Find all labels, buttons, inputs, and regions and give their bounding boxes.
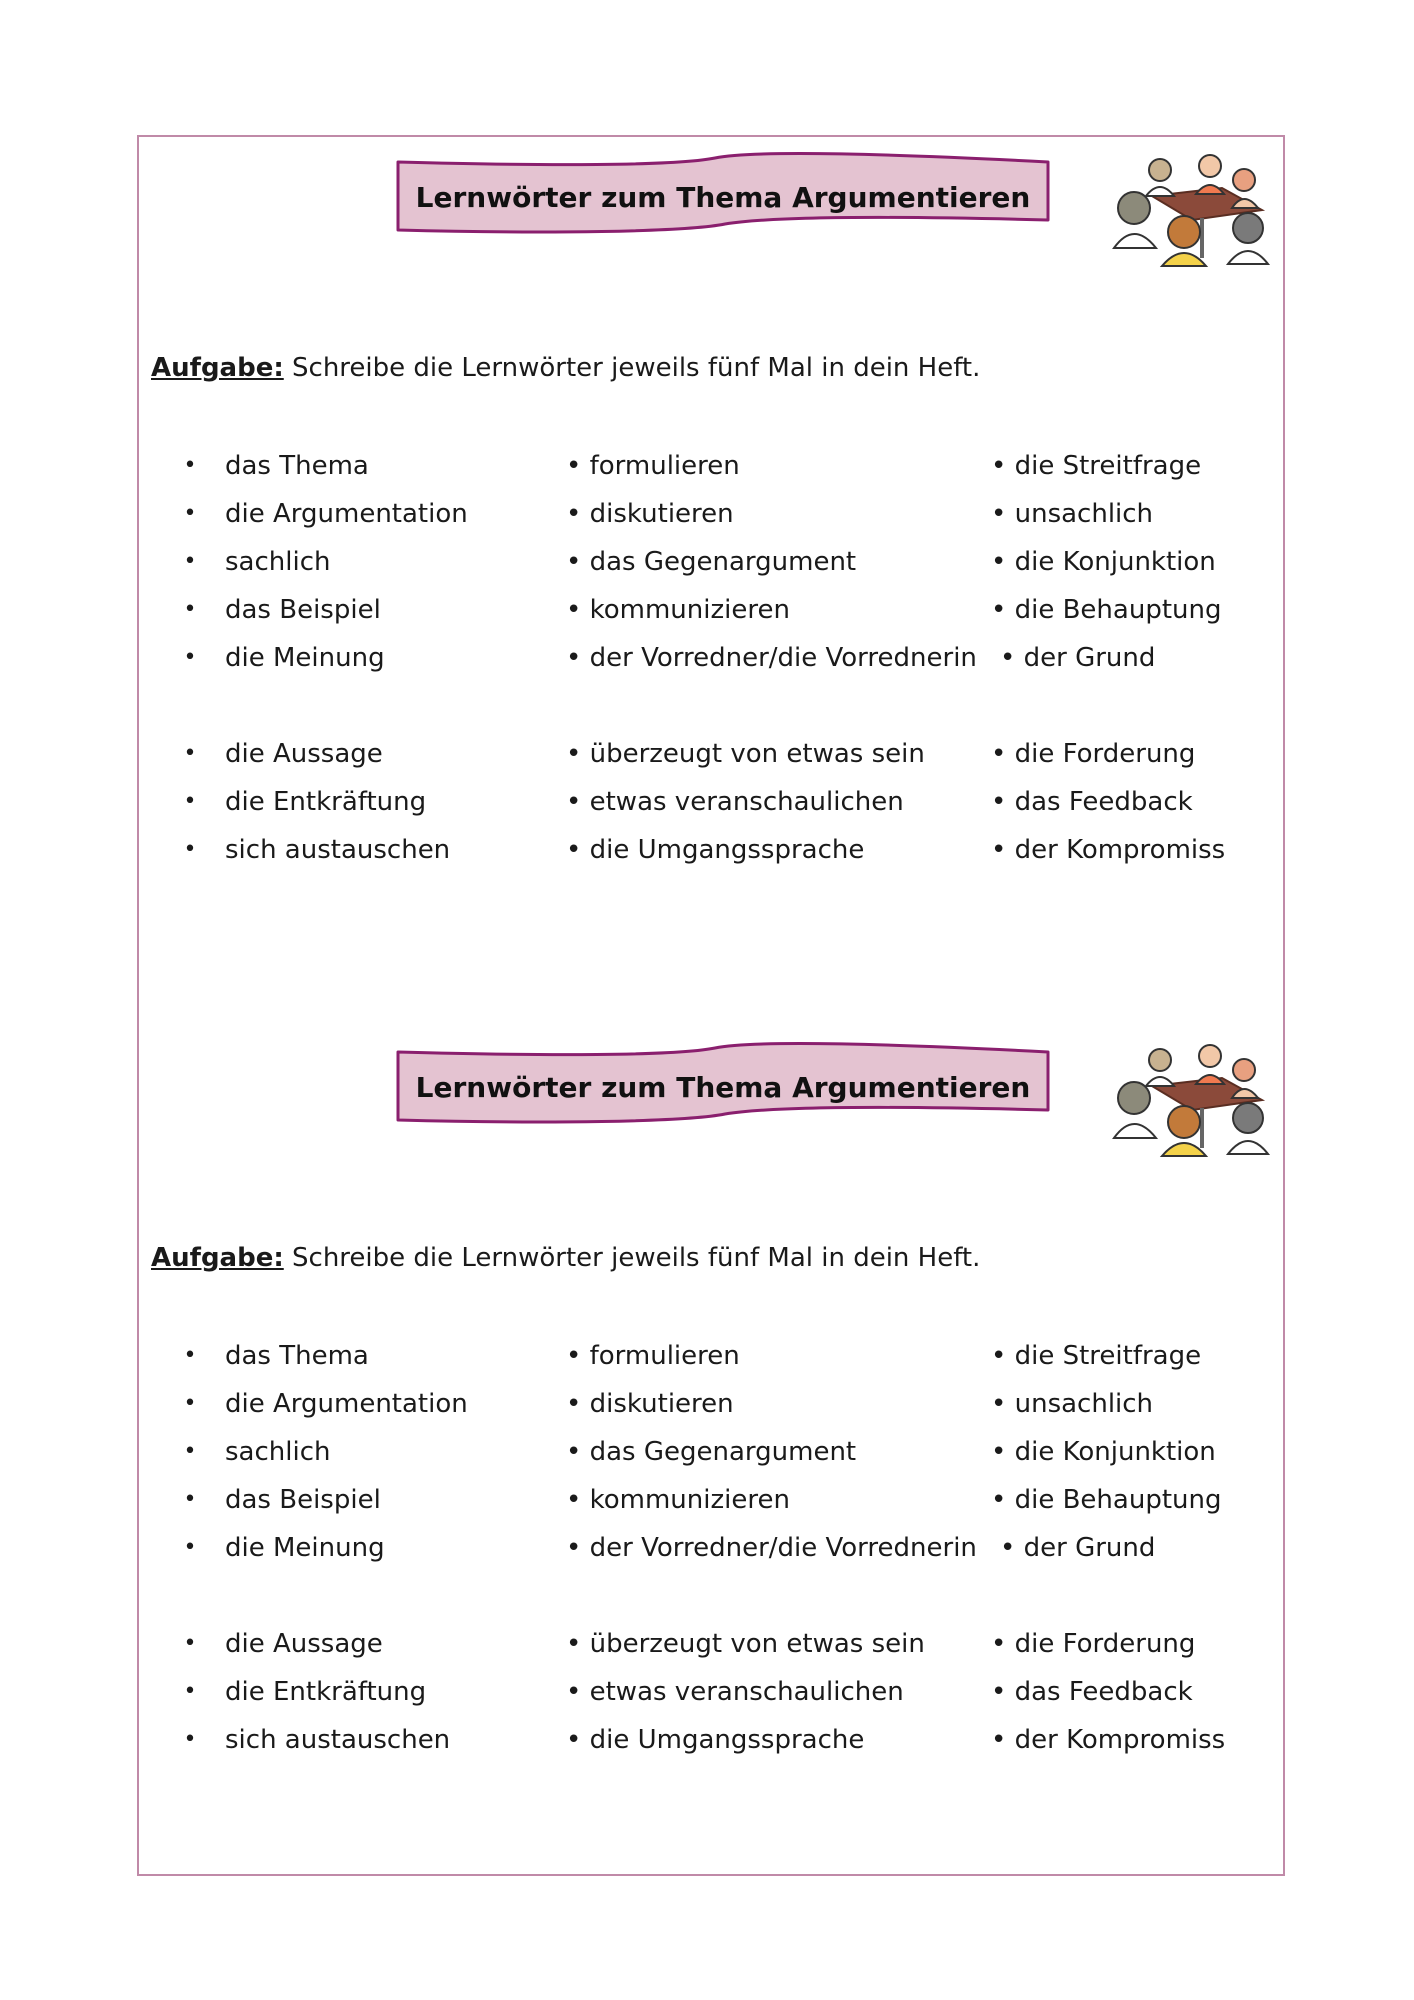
bullet: •: [566, 595, 582, 625]
word: die Behauptung: [1014, 595, 1222, 625]
list-item: [566, 1476, 790, 1524]
list-item: [991, 730, 1195, 778]
word: sich austauschen: [225, 1725, 451, 1755]
title-banner: [395, 152, 1051, 242]
word: der Vorredner/die Vorrednerin: [589, 1533, 977, 1563]
bullet: •: [991, 1629, 1007, 1659]
bullet: •: [991, 739, 1007, 769]
word: die Streitfrage: [1014, 1341, 1202, 1371]
task-text: Schreibe die Lernwörter jeweils fünf Mal in dein Heft.: [283, 1243, 981, 1273]
bullet: •: [183, 597, 197, 622]
word: die Argumentation: [225, 1389, 468, 1419]
word: die Umgangssprache: [589, 835, 865, 865]
bullet: •: [566, 643, 582, 673]
list-item: [991, 1716, 1225, 1764]
task-instruction: [151, 353, 980, 383]
discussion-group-icon: [1112, 148, 1272, 268]
bullet: •: [566, 1629, 582, 1659]
word: die Konjunktion: [1014, 1437, 1216, 1467]
bullet: •: [1000, 1533, 1016, 1563]
bullet: •: [566, 835, 582, 865]
list-item: [991, 1668, 1193, 1716]
bullet: •: [566, 1533, 582, 1563]
bullet: •: [991, 499, 1007, 529]
list-item: [991, 1380, 1153, 1428]
bullet: •: [566, 1341, 582, 1371]
list-item: [991, 1620, 1195, 1668]
word: der Grund: [1023, 1533, 1156, 1563]
bullet: •: [991, 547, 1007, 577]
list-item: [991, 490, 1153, 538]
list-item: [566, 442, 740, 490]
list-item: [991, 1332, 1201, 1380]
bullet: •: [566, 451, 582, 481]
word: etwas veranschaulichen: [589, 787, 904, 817]
word: sich austauschen: [225, 835, 451, 865]
word: die Forderung: [1014, 739, 1196, 769]
bullet: •: [183, 1487, 197, 1512]
bullet: •: [991, 787, 1007, 817]
list-item: [991, 778, 1193, 826]
word: die Argumentation: [225, 499, 468, 529]
word: das Feedback: [1014, 787, 1193, 817]
bullet: •: [991, 1437, 1007, 1467]
list-item: [566, 730, 925, 778]
bullet: •: [991, 595, 1007, 625]
bullet: •: [566, 787, 582, 817]
bullet: •: [566, 499, 582, 529]
task-text: Schreibe die Lernwörter jeweils fünf Mal in dein Heft.: [283, 353, 981, 383]
bullet: •: [566, 547, 582, 577]
list-item: [566, 778, 904, 826]
bullet: •: [991, 1341, 1007, 1371]
word: das Beispiel: [225, 1485, 381, 1515]
word: die Meinung: [225, 1533, 385, 1563]
list-item: [566, 1524, 977, 1572]
word: die Aussage: [225, 1629, 383, 1659]
list-item: [991, 538, 1216, 586]
list-item: [566, 634, 977, 682]
task-instruction: [151, 1243, 980, 1273]
list-item: [566, 1716, 864, 1764]
bullet: •: [183, 1631, 197, 1656]
list-item: [566, 1428, 856, 1476]
list-item: [1000, 634, 1155, 682]
discussion-group-icon: [1112, 1038, 1272, 1158]
list-item: [566, 1668, 904, 1716]
word: das Feedback: [1014, 1677, 1193, 1707]
word: die Umgangssprache: [589, 1725, 865, 1755]
word: die Aussage: [225, 739, 383, 769]
bullet: •: [183, 1439, 197, 1464]
list-item: [991, 586, 1221, 634]
bullet: •: [566, 739, 582, 769]
word: der Kompromiss: [1014, 835, 1226, 865]
list-item: [566, 586, 790, 634]
bullet: •: [183, 1679, 197, 1704]
word: formulieren: [589, 1341, 740, 1371]
task-label: Aufgabe:: [151, 353, 284, 383]
word: sachlich: [225, 547, 331, 577]
word: das Thema: [225, 451, 369, 481]
word: die Entkräftung: [225, 1677, 427, 1707]
word: die Meinung: [225, 643, 385, 673]
list-item: [991, 1476, 1221, 1524]
bullet: •: [1000, 643, 1016, 673]
bullet: •: [566, 1389, 582, 1419]
word: die Konjunktion: [1014, 547, 1216, 577]
title-banner: [395, 1042, 1051, 1132]
word: unsachlich: [1014, 499, 1154, 529]
bullet: •: [566, 1485, 582, 1515]
bullet: •: [183, 645, 197, 670]
bullet: •: [991, 1389, 1007, 1419]
list-item: [566, 490, 734, 538]
bullet: •: [183, 453, 197, 478]
bullet: •: [566, 1725, 582, 1755]
sheet-title: Lernwörter zum Thema Argumentieren: [415, 180, 1031, 214]
bullet: •: [991, 835, 1007, 865]
word: diskutieren: [589, 499, 734, 529]
bullet: •: [183, 1343, 197, 1368]
word: kommunizieren: [589, 1485, 790, 1515]
word: kommunizieren: [589, 595, 790, 625]
bullet: •: [566, 1677, 582, 1707]
word: überzeugt von etwas sein: [589, 739, 925, 769]
word: sachlich: [225, 1437, 331, 1467]
bullet: •: [183, 1391, 197, 1416]
word: etwas veranschaulichen: [589, 1677, 904, 1707]
list-item: [566, 1620, 925, 1668]
word: das Thema: [225, 1341, 369, 1371]
bullet: •: [566, 1437, 582, 1467]
word-list-section: [0, 890, 1414, 1755]
bullet: •: [991, 1485, 1007, 1515]
list-item: [991, 826, 1225, 874]
word: diskutieren: [589, 1389, 734, 1419]
word: die Behauptung: [1014, 1485, 1222, 1515]
word: das Beispiel: [225, 595, 381, 625]
bullet: •: [183, 501, 197, 526]
task-label: Aufgabe:: [151, 1243, 284, 1273]
word: der Vorredner/die Vorrednerin: [589, 643, 977, 673]
list-item: [991, 442, 1201, 490]
word: die Forderung: [1014, 1629, 1196, 1659]
word: der Kompromiss: [1014, 1725, 1226, 1755]
bullet: •: [183, 741, 197, 766]
bullet: •: [183, 1727, 197, 1752]
list-item: [566, 1380, 734, 1428]
bullet: •: [183, 837, 197, 862]
list-item: [1000, 1524, 1155, 1572]
word: die Entkräftung: [225, 787, 427, 817]
bullet: •: [183, 549, 197, 574]
word: das Gegenargument: [589, 547, 857, 577]
sheet-title: Lernwörter zum Thema Argumentieren: [415, 1070, 1031, 1104]
word: überzeugt von etwas sein: [589, 1629, 925, 1659]
list-item: [566, 538, 856, 586]
bullet: •: [183, 789, 197, 814]
word: der Grund: [1023, 643, 1156, 673]
word: das Gegenargument: [589, 1437, 857, 1467]
word: formulieren: [589, 451, 740, 481]
word: unsachlich: [1014, 1389, 1154, 1419]
word: die Streitfrage: [1014, 451, 1202, 481]
bullet: •: [183, 1535, 197, 1560]
bullet: •: [991, 1725, 1007, 1755]
bullet: •: [991, 451, 1007, 481]
bullet: •: [991, 1677, 1007, 1707]
list-item: [566, 826, 864, 874]
list-item: [991, 1428, 1216, 1476]
list-item: [566, 1332, 740, 1380]
word-list-section: [0, 0, 1414, 865]
